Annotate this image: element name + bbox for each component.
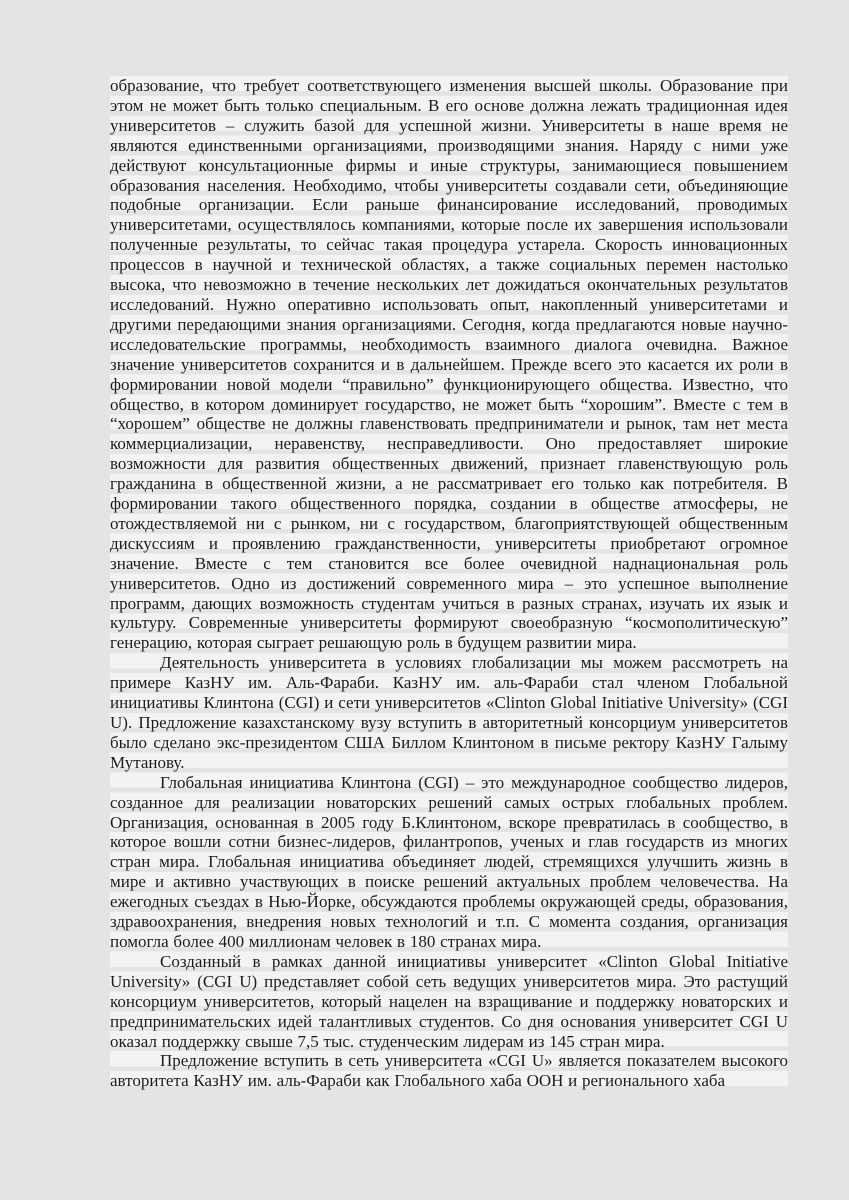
paragraph-cgi-description: Глобальная инициатива Клинтона (CGI) – это международное сообщество лидеров, созданное для реализации новаторских решений самых острых глобальных проблем. Организация, основанная в 2005 году Б.Клинтоном, вскоре превратилась в сообщество, в которое вошли сотни бизнес-лидеров, филантропов, ученых и глав государств из многих стран мира. Глобальная инициатива объединяет людей, стремящихся улучшить жизнь в мире и активно участвующих в поиске решений актуальных проблем человечества. На ежегодных съездах в Нью-Йорке, обсуждаются проблемы окружающей среды, образования, здравоохранения, внедрения новых технологий и т.п. С момента создания, организация помогла более 400 миллионам человек в 180 странах мира. <box>110 772 788 951</box>
paragraph-cgiu-invitation: Предложение вступить в сеть университета «CGI U» является показателем высокого авторитета КазНУ им. аль-Фараби как Глобального хаба ООН и регионального хаба <box>110 1051 788 1091</box>
paragraph-cgiu-university: Созданный в рамках данной инициативы университет «Clinton Global Initiative University» (CGI U) представляет собой сеть ведущих университетов мира. Это растущий консорциум университетов, который нацелен на взращивание и поддержку новаторских и предпринимательских идей талантливых студентов. Со дня основания университет CGI U оказал поддержку свыше 7,5 тыс. студенческим лидерам из 145 стран мира. <box>110 951 788 1051</box>
page-text-block <box>110 76 788 1091</box>
paragraph-kaznu-globalization: Деятельность университета в условиях глобализации мы можем рассмотреть на примере КазНУ им. Аль-Фараби. КазНУ им. аль-Фараби стал членом Глобальной инициативы Клинтона (CGI) и сети университетов «Clinton Global Initiative University» (CGI U). Предложение казахстанскому вузу вступить в авторитетный консорциум университетов было сделано экс-президентом США Биллом Клинтоном в письме ректору КазНУ Галыму Мутанову. <box>110 653 788 772</box>
paragraph-continuation: образование, что требует соответствующего изменения высшей школы. Образование при этом не может быть только специальным. В его основе должна лежать традиционная идея университетов – служить базой для успешной жизни. Университеты в наше время не являются единственными организациями, производящими знания. Наряду с ними уже действуют консультационные фирмы и иные структуры, занимающиеся повышением образования населения. Необходимо, чтобы университеты создавали сети, объединяющие подобные организации. Если раньше финансирование исследований, проводимых университетами, осуществлялось компаниями, которые после их завершения использовали полученные результаты, то сейчас такая процедура устарела. Скорость инновационных процессов в научной и технической областях, а также социальных перемен настолько высока, что невозможно в течение нескольких лет дожидаться окончательных результатов исследований. Нужно оперативно использовать опыт, накопленный университетами и другими передающими знания организациями. Сегодня, когда предлагаются новые научно-исследовательские программы, необходимость взаимного диалога очевидна. Важное значение университетов сохранится и в дальнейшем. Прежде всего это касается их роли в формировании новой модели “правильно” функционирующего общества. Известно, что общество, в котором доминирует государство, не может быть “хорошим”. Вместе с тем в “хорошем” обществе не должны главенствовать предприниматели и рынок, там нет места коммерциализации, неравенству, несправедливости. Оно предоставляет широкие возможности для развития общественных движений, признает главенствующую роль гражданина в общественной жизни, а не рассматривает его только как потребителя. В формировании такого общественного порядка, создании в обществе атмосферы, не отождествляемой ни с рынком, ни с государством, благоприятствующей общественным дискуссиям и проявлению гражданственности, университеты приобретают огромное значение. Вместе с тем становится все более очевидной наднациональная роль университетов. Одно из достижений современного мира – это успешное выполнение программ, дающих возможность студентам учиться в разных странах, изучать их язык и культуру. Современные университеты формируют своеобразную “космополитическую” генерацию, которая сыграет решающую роль в будущем развитии мира. <box>110 76 788 653</box>
